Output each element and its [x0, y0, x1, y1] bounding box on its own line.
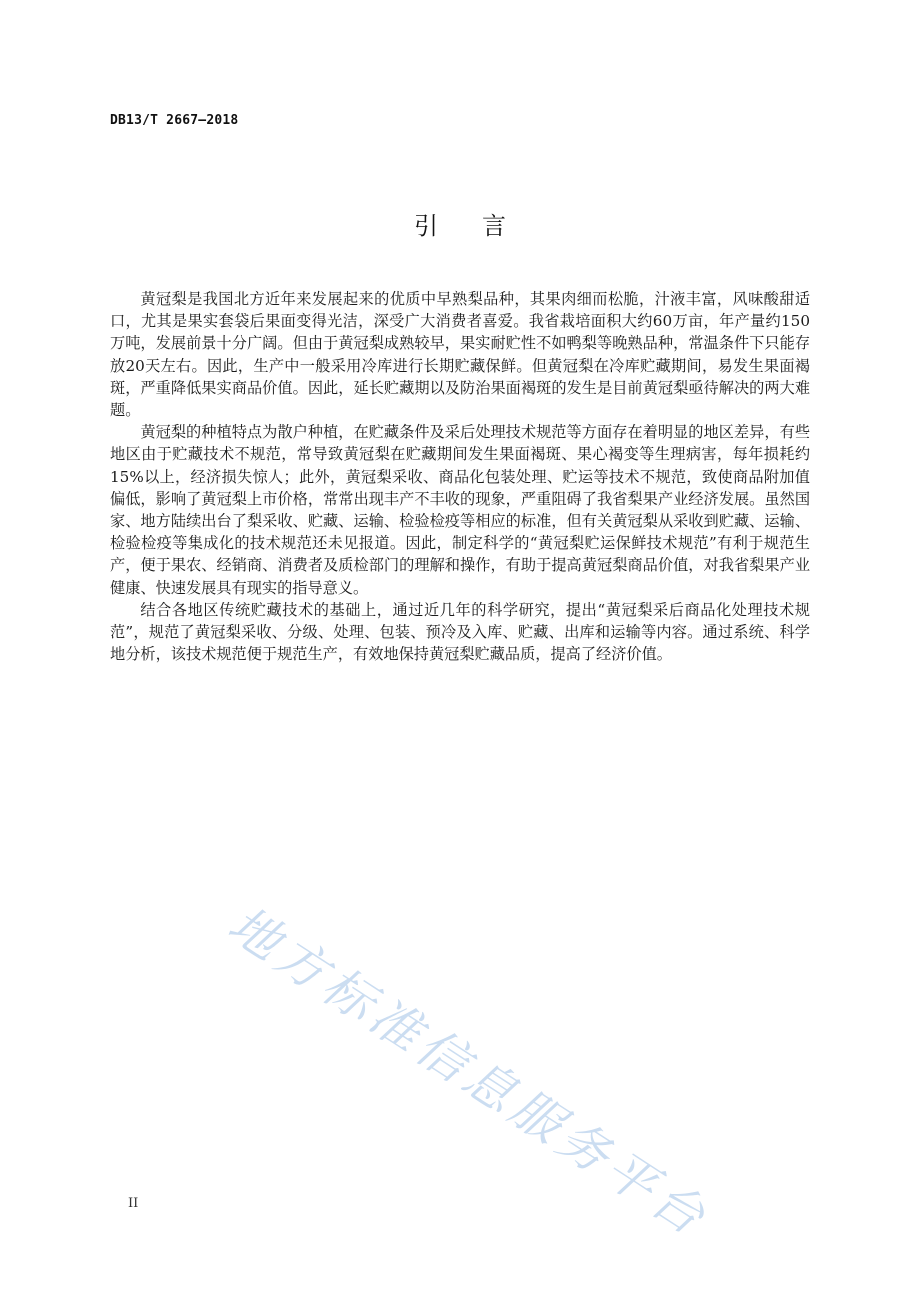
paragraph-2: 黄冠梨的种植特点为散户种植，在贮藏条件及采后处理技术规范等方面存在着明显的地区差异，有些地区由于贮藏技术不规范，常导致黄冠梨在贮藏期间发生果面褐斑、果心褐变等生理病害，每年损耗约15%以上，经济损失惊人；此外，黄冠梨采收、商品化包装处理、贮运等技术不规范，致使商品附加值偏低，影响了黄冠梨上市价格，常常出现丰产不丰收的现象，严重阻碍了我省梨果产业经济发展。虽然国家、地方陆续出台了梨采收、贮藏、运输、检验检疫等相应的标准，但有关黄冠梨从采收到贮藏、运输、检验检疫等集成化的技术规范还未见报道。因此，制定科学的“黄冠梨贮运保鲜技术规范”有利于规范生产，便于果农、经销商、消费者及质检部门的理解和操作，有助于提高黄冠梨商品价值，对我省梨果产业健康、快速发展具有现实的指导意义。 — [110, 423, 810, 597]
paragraph-1: 黄冠梨是我国北方近年来发展起来的优质中早熟梨品种，其果肉细而松脆，汁液丰富，风味酸甜适口，尤其是果实套袋后果面变得光洁，深受广大消费者喜爱。我省栽培面积大约60万亩，年产量约150万吨，发展前景十分广阔。但由于黄冠梨成熟较早，果实耐贮性不如鸭梨等晚熟品种，常温条件下只能存放20天左右。因此，生产中一般采用冷库进行长期贮藏保鲜。但黄冠梨在冷库贮藏期间，易发生果面褐斑，严重降低果实商品价值。因此，延长贮藏期以及防治果面褐斑的发生是目前黄冠梨亟待解决的两大难题。 — [110, 290, 810, 420]
document-code: DB13/T 2667—2018 — [110, 113, 239, 128]
watermark: 地方标准信息服务平台 — [218, 895, 720, 1249]
page-title: 引言 — [414, 212, 550, 240]
page-number: II — [128, 1196, 139, 1211]
paragraph-3: 结合各地区传统贮藏技术的基础上，通过近几年的科学研究，提出“黄冠梨采后商品化处理技术规范”，规范了黄冠梨采收、分级、处理、包装、预冷及入库、贮藏、出库和运输等内容。通过系统、科学地分析，该技术规范便于规范生产，有效地保持黄冠梨贮藏品质，提高了经济价值。 — [110, 600, 810, 664]
body-text — [110, 288, 810, 665]
